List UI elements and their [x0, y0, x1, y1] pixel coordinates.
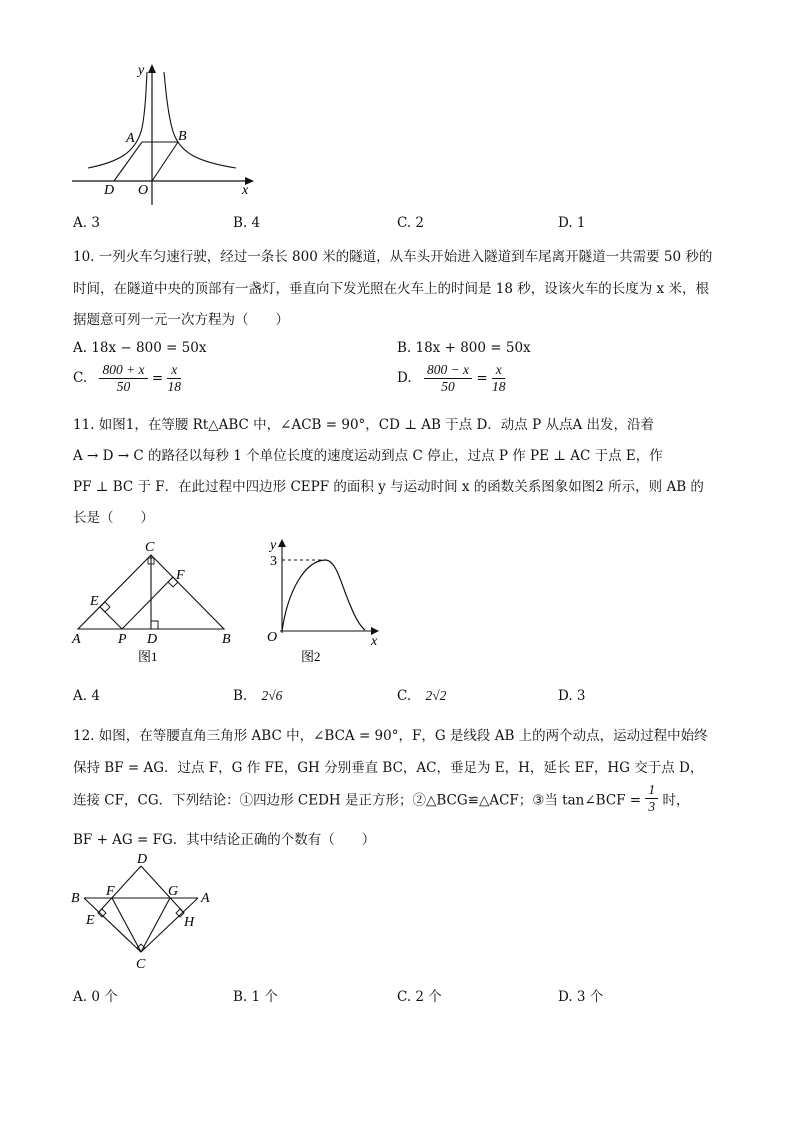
q9-label-B: B: [178, 129, 187, 144]
q10-option-c[interactable]: C. $\frac{800 + x}{50}$ = $\frac{x}{18}$: [73, 362, 181, 394]
q12-label-D: D: [137, 852, 148, 867]
q10-text-line1: 10. 一列火车匀速行驶，经过一条长 800 米的隧道，从车头开始进入隧道到车尾离开隧道一共需要 50 秒的: [73, 249, 713, 265]
q11-fig1-label-E: E: [90, 594, 99, 609]
q10-option-d[interactable]: D. $\frac{800 - x}{50}$ = $\frac{x}{18}$: [397, 362, 506, 394]
q10-option-c-lhs: [99, 362, 147, 395]
q9-option-d[interactable]: D. 1: [558, 215, 586, 231]
q12-option-c[interactable]: C. 2 个: [397, 989, 442, 1005]
q11-option-a[interactable]: A. 4: [73, 688, 100, 704]
q11-option-d[interactable]: D. 3: [558, 688, 586, 704]
q12-figure: [68, 852, 228, 972]
q12-text-line3a: 连接 CF，CG．下列结论：①四边形 CEDH 是正方形；②△BCG≌△ACF；③当 tan∠BCF =: [73, 792, 642, 809]
q11-option-c-value: 2√2: [425, 688, 447, 703]
q10-d-rnum: x: [492, 362, 506, 379]
q11-fig2-caption: 图2: [301, 649, 321, 664]
q12-label-E: E: [86, 913, 95, 928]
q12-label-C: C: [136, 957, 146, 972]
q10-d-rden: 18: [491, 379, 506, 394]
q12-label-B: B: [71, 891, 80, 906]
q11-text-line4: 长是（ ）: [73, 510, 154, 526]
q10-option-c-label: C.: [73, 370, 88, 386]
q11-fig1-label-P: P: [118, 632, 127, 647]
q11-option-c-label: C.: [397, 688, 412, 704]
q12-option-a[interactable]: A. 0 个: [73, 989, 118, 1005]
q10-option-d-label: D.: [397, 370, 412, 386]
q9-option-a[interactable]: A. 3: [73, 215, 100, 231]
q10-option-d-lhs: [424, 362, 472, 395]
q11-option-b[interactable]: [233, 688, 282, 704]
q11-fig1-label-B: B: [222, 632, 231, 647]
q10-d-num: 800 − x: [424, 362, 472, 379]
q11-fig1-label-D: D: [147, 632, 158, 647]
q10-text-line3: 据题意可列一元一次方程为（ ）: [73, 312, 289, 328]
q12-text-line3b: 时，: [662, 792, 690, 809]
q12-option-b[interactable]: B. 1 个: [233, 989, 278, 1005]
q9-option-c[interactable]: C. 2: [397, 215, 425, 231]
q10-text-line2: 时间，在隧道中央的顶部有一盏灯，垂直向下发光照在火车上的时间是 18 秒，设该火车的长度为 x 米，根: [73, 281, 709, 297]
q11-text-line1: 11. 如图1，在等腰 Rt△ABC 中，∠ACB = 90°，CD ⊥ AB 于点 D．动点 P 从点A 出发，沿着: [73, 417, 655, 433]
q9-label-A: A: [126, 131, 135, 146]
q12-text-line2: 保持 BF = AG．过点 F，G 作 FE，GH 分别垂直 BC，AC，垂足为 E，H，延长 EF，HG 交于点 D，: [73, 760, 704, 776]
q11-fig1-caption: 图1: [138, 649, 158, 664]
q10-option-b[interactable]: B. 18x + 800 = 50x: [397, 340, 531, 356]
q10-option-c-rhs: [167, 362, 181, 395]
q11-text-line3: PF ⊥ BC 于 F．在此过程中四边形 CEPF 的面积 y 与运动时间 x 的函数关系图象如图2 所示，则 AB 的: [73, 479, 704, 495]
q12-label-H: H: [184, 915, 195, 930]
q10-d-den: 50: [441, 379, 455, 394]
q10-option-d-rhs: [492, 362, 506, 395]
q12-label-F: F: [106, 884, 115, 899]
q11-figure1: [68, 535, 248, 665]
q11-fig1-label-C: C: [145, 540, 155, 555]
q11-fig2-label-O: O: [267, 630, 278, 645]
q12-label-A: A: [201, 891, 210, 906]
q9-label-O: O: [138, 183, 149, 198]
q9-option-b[interactable]: B. 4: [233, 215, 261, 231]
q11-fig2-label-x: x: [371, 634, 378, 649]
q12-option-d[interactable]: D. 3 个: [558, 989, 604, 1005]
q12-label-G: G: [168, 884, 179, 899]
q10-c-rnum: x: [167, 362, 181, 379]
q12-frac-num: 1: [645, 782, 658, 799]
q9-label-D: D: [104, 183, 115, 198]
q11-fig1-label-A: A: [72, 632, 81, 647]
q10-option-a[interactable]: A. 18x − 800 = 50x: [73, 340, 207, 356]
q11-fig2-label-3: 3: [270, 554, 277, 569]
q12-text-line1: 12. 如图，在等腰直角三角形 ABC 中，∠BCA = 90°，F，G 是线段 AB 上的两个动点，运动过程中始终: [73, 728, 708, 744]
q9-graph: [68, 58, 258, 208]
q11-fig1-label-F: F: [176, 568, 185, 583]
q12-text-line3: [73, 782, 689, 815]
q11-option-b-label: B.: [233, 688, 248, 704]
q12-fraction: [645, 782, 658, 815]
q10-c-rden: 18: [167, 379, 181, 394]
q10-c-num: 800 + x: [99, 362, 147, 379]
q11-fig2-label-y: y: [270, 538, 277, 553]
q11-text-line2: A → D → C 的路径以每秒 1 个单位长度的速度运动到点 C 停止，过点 P 作 PE ⊥ AC 于点 E，作: [73, 448, 663, 464]
q9-label-x: x: [242, 183, 249, 198]
q11-option-b-value: 2√6: [261, 688, 283, 703]
q11-figure2: [255, 535, 385, 665]
q12-frac-den: 3: [648, 799, 656, 814]
q12-text-line4: BF + AG = FG．其中结论正确的个数有（ ）: [73, 832, 376, 848]
q10-c-den: 50: [116, 379, 131, 394]
q11-option-c[interactable]: [397, 688, 446, 704]
q9-label-y: y: [138, 63, 145, 78]
